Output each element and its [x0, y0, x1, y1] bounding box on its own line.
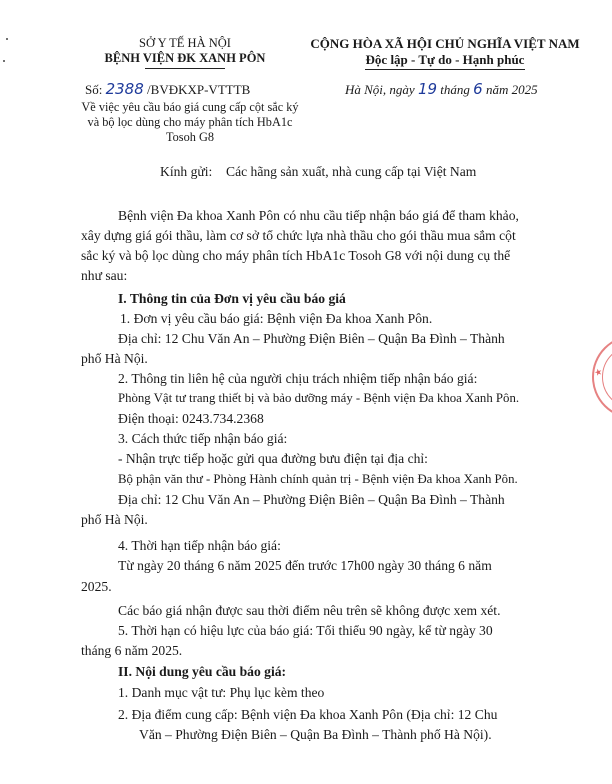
recipient-text: Các hãng sản xuất, nhà cung cấp tại Việt Nam: [226, 164, 477, 179]
document-number: [85, 80, 250, 98]
section-2-line: 1. Danh mục vật tư: Phụ lục kèm theo: [118, 685, 325, 700]
section-1-line: Bộ phận văn thư - Phòng Hành chính quản trị - Bệnh viện Đa khoa Xanh Pôn.: [118, 472, 518, 486]
intro-line: xây dựng giá gói thầu, làm cơ sở tổ chức lựa nhà thầu cho gói thầu mua sắm cột: [81, 228, 516, 243]
section-1-line: Điện thoại: 0243.734.2368: [118, 411, 264, 426]
subject-line-3: Tosoh G8: [166, 130, 214, 144]
date-prefix: Hà Nội, ngày: [345, 82, 415, 97]
national-motto: Độc lập - Tự do - Hạnh phúc: [365, 52, 525, 67]
intro-line: Bệnh viện Đa khoa Xanh Pôn có nhu cầu tiếp nhận báo giá để tham khảo,: [118, 208, 519, 223]
recipient-label: Kính gửi:: [160, 164, 213, 179]
handwritten-day: 19: [417, 80, 438, 98]
section-1-line: 4. Thời hạn tiếp nhận báo giá:: [118, 538, 281, 553]
header-left-underline: [145, 68, 225, 69]
ministry-name: SỞ Y TẾ HÀ NỘI: [139, 36, 231, 50]
section-1-line: Địa chỉ: 12 Chu Văn An – Phường Điện Biên – Quận Ba Đình – Thành: [118, 492, 505, 507]
issue-date: [345, 80, 538, 98]
number-label: Số:: [85, 82, 103, 97]
section-1-line: phố Hà Nội.: [81, 512, 148, 527]
section-1-line: phố Hà Nội.: [81, 351, 148, 366]
red-seal-inner-ring: [602, 345, 612, 409]
handwritten-month: 6: [473, 80, 483, 98]
red-seal-stamp: [592, 335, 612, 419]
section-1-line: - Nhận trực tiếp hoặc gửi qua đường bưu điện tại địa chỉ:: [118, 451, 428, 466]
handwritten-number: 2388: [105, 80, 144, 98]
section-2-heading: II. Nội dung yêu cầu báo giá:: [118, 664, 287, 679]
date-month-label: tháng: [440, 82, 470, 97]
scan-speck: [3, 60, 5, 62]
red-seal-mark: ★: [592, 366, 605, 379]
section-1-line: Phòng Vật tư trang thiết bị và bảo dưỡng máy - Bệnh viện Đa khoa Xanh Pôn.: [118, 391, 520, 405]
subject-line-2: và bộ lọc dùng cho máy phân tích HbA1c: [87, 115, 293, 129]
section-1-line: 1. Đơn vị yêu cầu báo giá: Bệnh viện Đa khoa Xanh Pôn.: [120, 311, 433, 326]
intro-line: như sau:: [81, 268, 128, 283]
subject-line-1: Về việc yêu cầu báo giá cung cấp cột sắc ký: [81, 100, 299, 114]
hospital-name: BỆNH VIỆN ĐK XANH PÔN: [104, 51, 266, 65]
section-1-line: tháng 6 năm 2025.: [81, 643, 183, 658]
section-1-line: 2. Thông tin liên hệ của người chịu trách nhiệm tiếp nhận báo giá:: [118, 371, 478, 386]
scan-speck: [6, 38, 8, 40]
motto-underline: [365, 69, 525, 70]
section-1-heading: I. Thông tin của Đơn vị yêu cầu báo giá: [118, 291, 346, 306]
country-name: CỘNG HÒA XÃ HỘI CHỦ NGHĨA VIỆT NAM: [310, 36, 580, 51]
intro-line: sắc ký và bộ lọc dùng cho máy phân tích HbA1c Tosoh G8 với nội dung cụ thể: [81, 248, 511, 263]
date-year: năm 2025: [485, 82, 538, 97]
section-2-line: 2. Địa điểm cung cấp: Bệnh viện Đa khoa Xanh Pôn (Địa chỉ: 12 Chu: [118, 707, 498, 722]
section-1-line: 3. Cách thức tiếp nhận báo giá:: [118, 431, 288, 446]
section-1-line: 2025.: [81, 579, 112, 594]
section-1-line: Các báo giá nhận được sau thời điểm nêu trên sẽ không được xem xét.: [118, 603, 501, 618]
section-1-line: 5. Thời hạn có hiệu lực của báo giá: Tối thiểu 90 ngày, kể từ ngày 30: [118, 623, 493, 638]
section-1-line: Từ ngày 20 tháng 6 năm 2025 đến trước 17h00 ngày 30 tháng 6 năm: [118, 558, 492, 573]
section-2-line: Văn – Phường Điện Biên – Quận Ba Đình – Thành phố Hà Nội).: [139, 727, 492, 742]
section-1-line: Địa chỉ: 12 Chu Văn An – Phường Điện Biên – Quận Ba Đình – Thành: [118, 331, 505, 346]
number-suffix: /BVĐKXP-VTTTB: [147, 82, 251, 97]
